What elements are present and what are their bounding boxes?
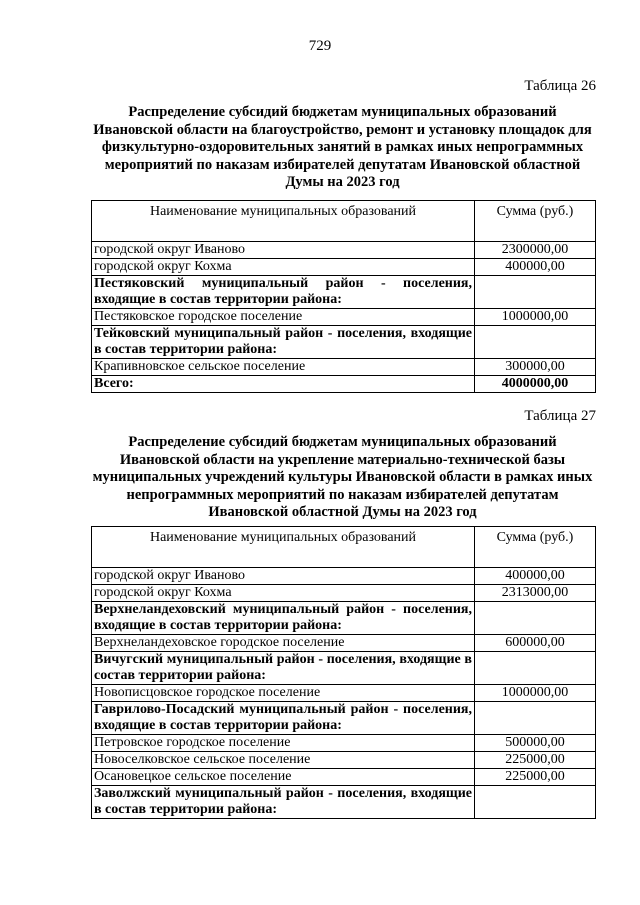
sum-cell: 400000,00: [475, 259, 596, 276]
table-row: [92, 702, 596, 735]
table-row: [92, 652, 596, 685]
header-name-cell: Наименование муниципальных образований: [92, 527, 475, 568]
table-label: Таблица 26: [524, 78, 596, 94]
sum-cell: 225000,00: [475, 769, 596, 786]
total-label-cell: Всего:: [92, 376, 475, 393]
sum-cell: 300000,00: [475, 359, 596, 376]
sum-cell: 500000,00: [475, 735, 596, 752]
district-heading-cell: Тейковский муниципальный район - поселения, входящие в состав территории района:: [92, 326, 475, 359]
table-header-row: [92, 201, 596, 242]
total-row: [92, 376, 596, 393]
district-heading-cell: Заволжский муниципальный район - поселения, входящие в состав территории района:: [92, 786, 475, 819]
sum-cell: 1000000,00: [475, 685, 596, 702]
header-sum-cell: Сумма (руб.): [475, 527, 596, 568]
sum-cell: [475, 652, 596, 685]
table-label: Таблица 27: [524, 408, 596, 424]
district-heading-cell: Гаврилово-Посадский муниципальный район - поселения, входящие в состав территории района:: [92, 702, 475, 735]
table-header-row: [92, 527, 596, 568]
header-sum-cell: Сумма (руб.): [475, 201, 596, 242]
municipality-cell: Осановецкое сельское поселение: [92, 769, 475, 786]
table-row: [92, 735, 596, 752]
header-name-cell: Наименование муниципальных образований: [92, 201, 475, 242]
table-row: [92, 326, 596, 359]
data-table: [91, 526, 596, 819]
municipality-cell: Новописцовское городское поселение: [92, 685, 475, 702]
page-number: 729: [308, 38, 332, 54]
sum-cell: 2313000,00: [475, 585, 596, 602]
table-row: [92, 568, 596, 585]
total-sum-cell: 4000000,00: [475, 376, 596, 393]
district-heading-cell: Верхнеландеховский муниципальный район - поселения, входящие в состав территории района:: [92, 602, 475, 635]
data-table: [91, 200, 596, 393]
district-heading-cell: Пестяковский муниципальный район - поселения, входящие в состав территории района:: [92, 276, 475, 309]
sum-cell: [475, 602, 596, 635]
municipality-cell: Петровское городское поселение: [92, 735, 475, 752]
sum-cell: 400000,00: [475, 568, 596, 585]
municipality-cell: Новоселковское сельское поселение: [92, 752, 475, 769]
table-title: Распределение субсидий бюджетам муниципальных образований Ивановской области на укрепление материально-технической базы муниципальных учреждений культуры Ивановской области в рамках иных непрограммных мероприятий по наказам избирателей депутатам Ивановской областной Думы на 2023 год: [92, 434, 593, 520]
table-row: [92, 752, 596, 769]
municipality-cell: Крапивновское сельское поселение: [92, 359, 475, 376]
municipality-cell: городской округ Иваново: [92, 242, 475, 259]
table-row: [92, 602, 596, 635]
table-row: [92, 276, 596, 309]
table-row: [92, 359, 596, 376]
table-row: [92, 685, 596, 702]
sum-cell: 1000000,00: [475, 309, 596, 326]
sum-cell: [475, 276, 596, 309]
sum-cell: [475, 702, 596, 735]
table-row: [92, 309, 596, 326]
table-row: [92, 585, 596, 602]
municipality-cell: городской округ Кохма: [92, 585, 475, 602]
table-title: Распределение субсидий бюджетам муниципальных образований Ивановской области на благоустройство, ремонт и установку площадок для физкультурно-оздоровительных занятий в рамках иных непрограммных мероприятий по наказам избирателей депутатам Ивановской областной Думы на 2023 год: [93, 104, 592, 190]
municipality-cell: Верхнеландеховское городское поселение: [92, 635, 475, 652]
table-row: [92, 635, 596, 652]
table-row: [92, 259, 596, 276]
table-row: [92, 769, 596, 786]
sum-cell: 225000,00: [475, 752, 596, 769]
district-heading-cell: Вичугский муниципальный район - поселения, входящие в состав территории района:: [92, 652, 475, 685]
municipality-cell: городской округ Иваново: [92, 568, 475, 585]
sum-cell: [475, 786, 596, 819]
municipality-cell: Пестяковское городское поселение: [92, 309, 475, 326]
municipality-cell: городской округ Кохма: [92, 259, 475, 276]
sum-cell: [475, 326, 596, 359]
sum-cell: 600000,00: [475, 635, 596, 652]
table-row: [92, 786, 596, 819]
table-row: [92, 242, 596, 259]
sum-cell: 2300000,00: [475, 242, 596, 259]
